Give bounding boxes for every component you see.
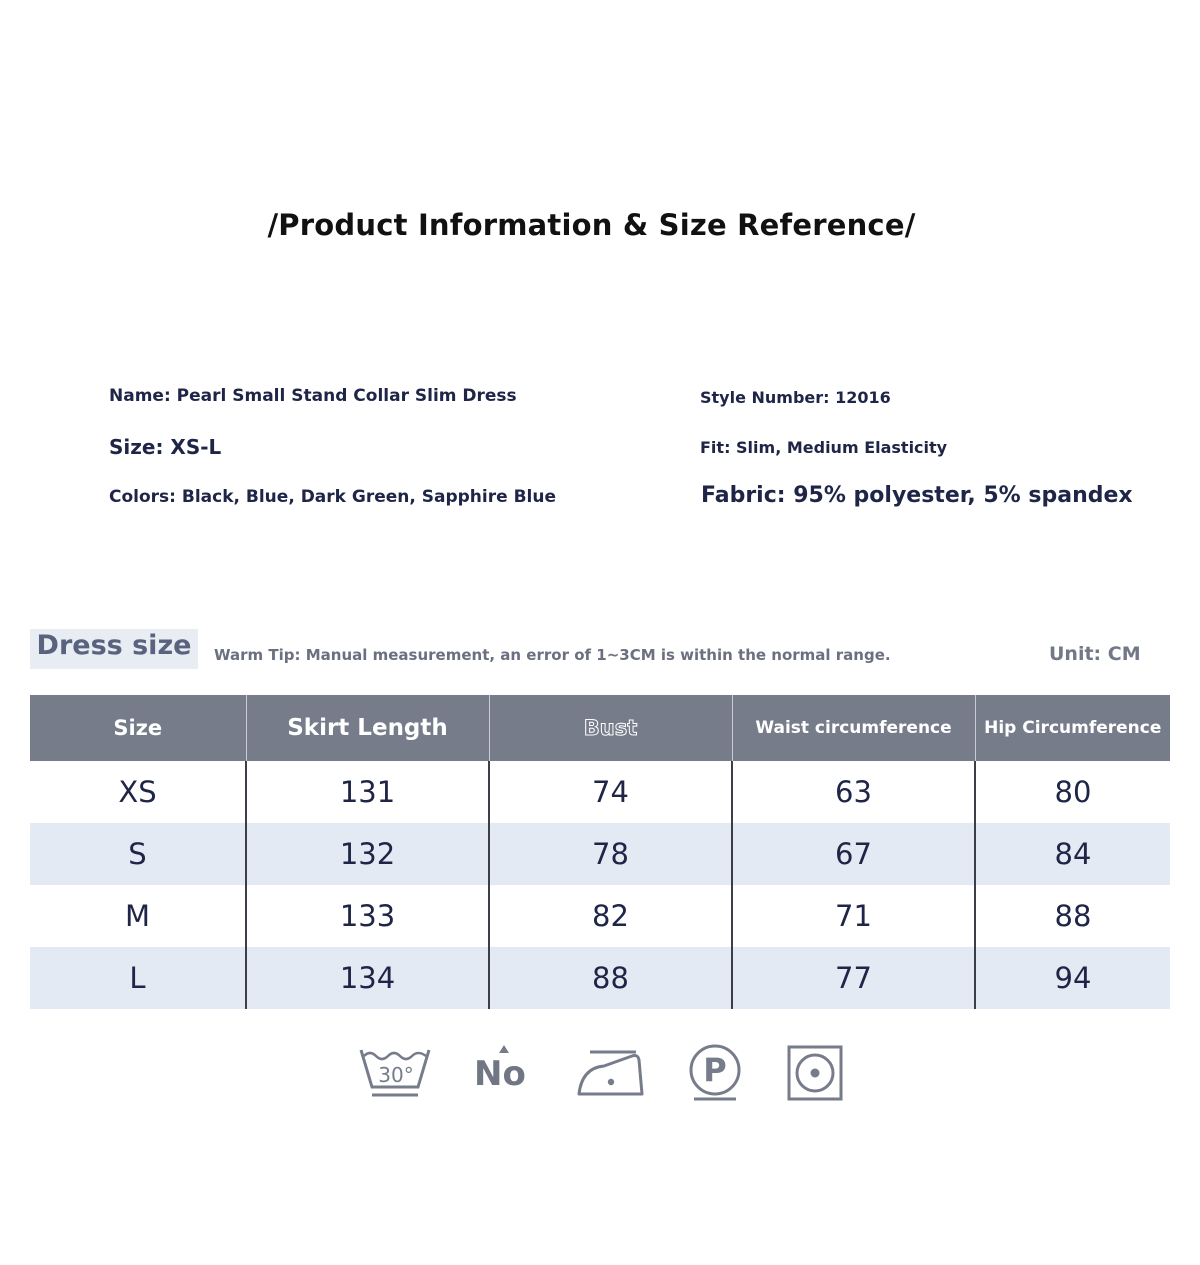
cell-size: M — [124, 899, 151, 933]
cell-waist: 71 — [732, 885, 975, 947]
cell-size: S — [30, 823, 246, 885]
unit-label: Unit: CM — [1049, 643, 1141, 665]
product-size-range: Size: XS-L — [109, 435, 222, 459]
product-name: Name: Pearl Small Stand Collar Slim Dress — [109, 386, 517, 406]
column-header-size: Size — [30, 695, 246, 761]
cell-skirt-length: 133 — [246, 885, 489, 947]
cell-bust: 74 — [489, 761, 732, 823]
triangle-icon — [498, 1044, 510, 1054]
column-header-bust: Bust — [489, 695, 732, 761]
no-bleach-icon — [474, 1040, 534, 1102]
table-row — [30, 947, 1170, 1009]
dry-clean-p-icon — [688, 1043, 744, 1103]
wash-temp-label: 30° — [378, 1063, 414, 1087]
iron-icon — [576, 1048, 646, 1098]
product-fit: Fit: Slim, Medium Elasticity — [700, 438, 948, 457]
table-row — [30, 761, 1170, 823]
page-title: /Product Information & Size Reference/ — [267, 208, 916, 242]
no-bleach-label: No — [474, 1054, 526, 1094]
cell-skirt-length: 132 — [246, 823, 489, 885]
cell-hip: 84 — [975, 823, 1170, 885]
cell-waist: 77 — [732, 947, 975, 1009]
size-table — [30, 695, 1170, 1009]
style-number: Style Number: 12016 — [700, 388, 891, 407]
table-row — [30, 823, 1170, 885]
dress-size-heading: Dress size — [30, 629, 198, 669]
column-header-hip: Hip Circumference — [975, 695, 1170, 761]
cell-size: XS — [118, 775, 157, 809]
cell-size: L — [30, 947, 246, 1009]
cell-skirt-length: 134 — [246, 947, 489, 1009]
cell-waist: 63 — [732, 761, 975, 823]
table-row — [30, 885, 1170, 947]
product-colors: Colors: Black, Blue, Dark Green, Sapphire Blue — [109, 487, 556, 507]
cell-bust: 82 — [489, 885, 732, 947]
wash-30-icon — [358, 1040, 432, 1100]
warm-tip: Warm Tip: Manual measurement, an error of 1~3CM is within the normal range. — [214, 646, 891, 664]
cell-hip: 94 — [975, 947, 1170, 1009]
cell-hip: 88 — [975, 885, 1170, 947]
cell-waist: 67 — [732, 823, 975, 885]
column-header-skirt-length: Skirt Length — [246, 695, 489, 761]
tumble-dry-icon — [787, 1045, 845, 1103]
dry-clean-letter: P — [703, 1051, 727, 1089]
cell-skirt-length: 131 — [246, 761, 489, 823]
table-header-row — [30, 695, 1170, 761]
cell-hip: 80 — [975, 761, 1170, 823]
product-fabric: Fabric: 95% polyester, 5% spandex — [701, 483, 1133, 508]
cell-bust: 88 — [489, 947, 732, 1009]
cell-bust: 78 — [489, 823, 732, 885]
column-header-waist: Waist circumference — [732, 695, 975, 761]
